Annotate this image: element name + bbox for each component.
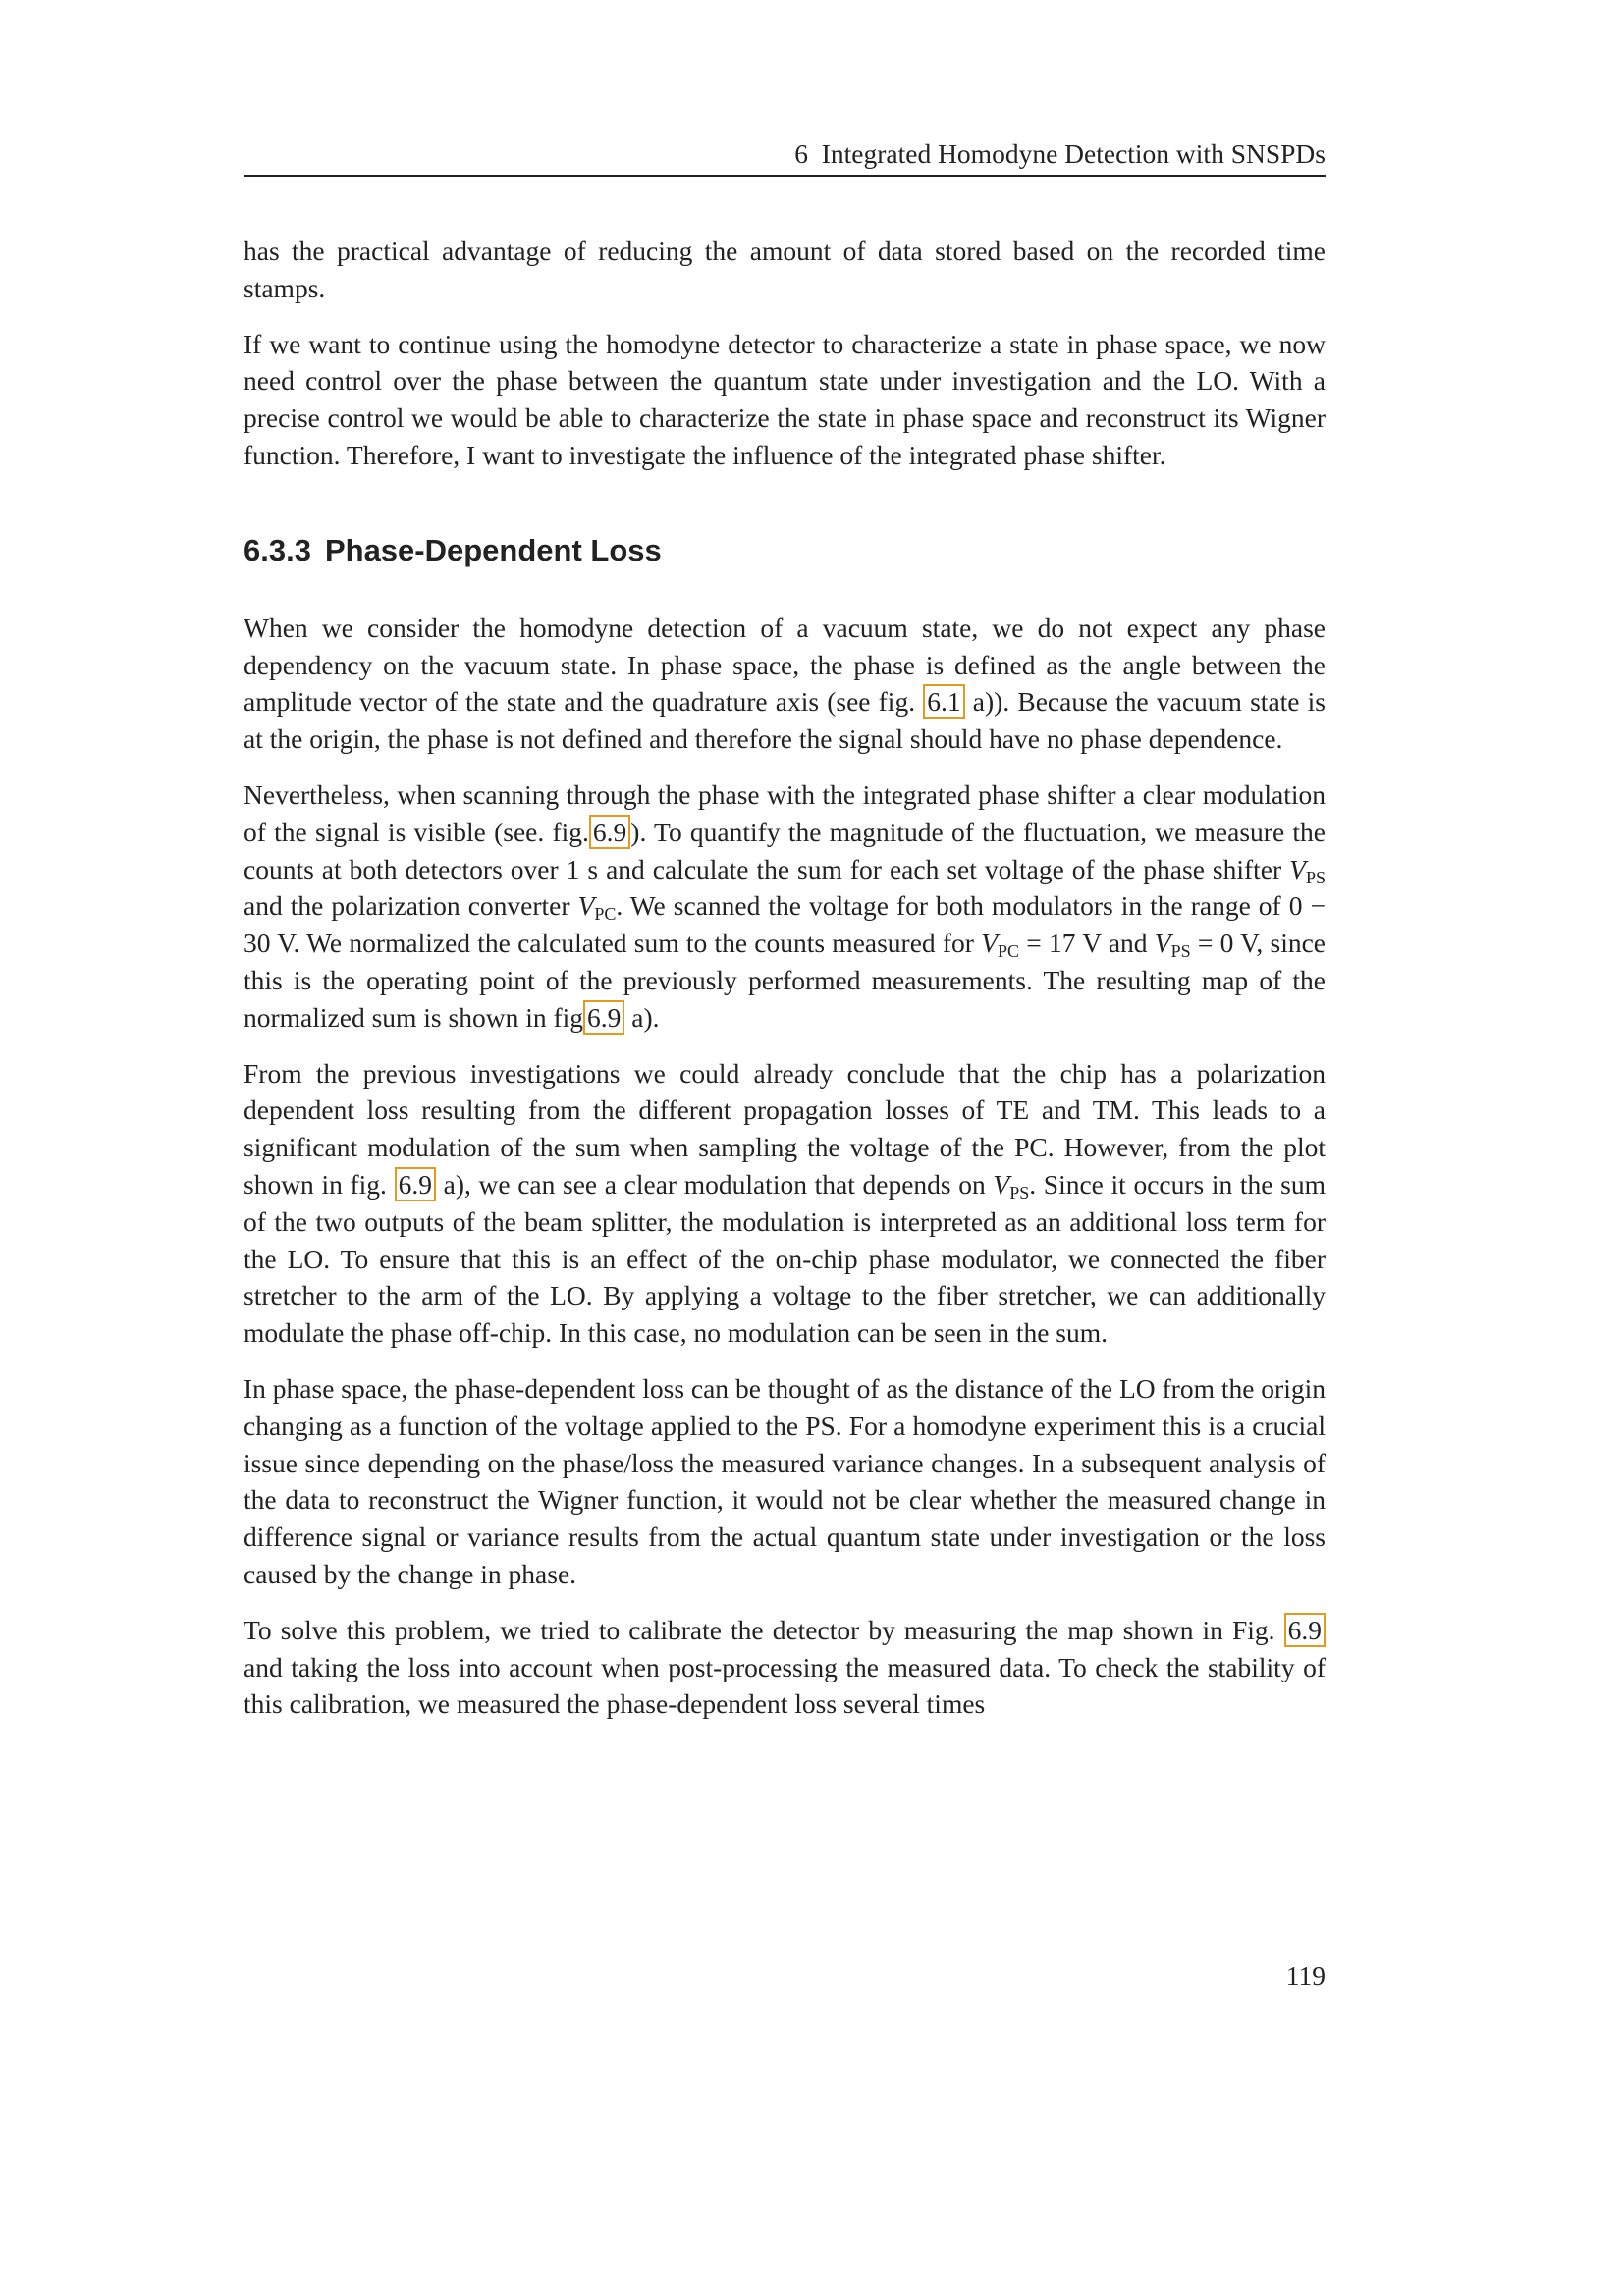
section-number: 6.3.3 — [244, 532, 311, 567]
paragraph: Nevertheless, when scanning through the phase with the integrated phase shifter a clear modulation of the signal is visible (see. fig. 6.9 ). To quantify the magnitude of the fluctuation, we measure the counts at both detectors over 1 s and calculate the sum for each set voltage of the phase shifter $V_{PS}$ and the polarization converter $V_{PC}$. We scanned the voltage for both modulators in the range of 0 − 30 V. We normalized the calculated sum to the counts measured for $V_{PC} = 17$ V and $V_{PS} = 0$ V, since this is the operating point of the previously performed measurements. The resulting map of the normalized sum is shown in fig 6.9 a). — [244, 778, 1326, 1033]
figure-ref-link[interactable]: 6.9 — [1284, 1613, 1326, 1647]
math-var: $V_{PC}$ — [981, 928, 1020, 962]
page-number: 119 — [1285, 1960, 1326, 1991]
paragraph: If we want to continue using the homodyne detector to characterize a state in phase space, we now need control over the phase between the quantum state under investigation and the LO. With a precise control we would be able to characterize the state in phase space and reconstruct its Wigner function. Therefore, I want to investigate the influence of the integrated phase shifter. — [244, 328, 1326, 470]
paragraph: When we consider the homodyne detection of a vacuum state, we do not expect any phase dependency on the vacuum state. In phase space, the phase is defined as the angle between the amplitude vector of the state and the quadrature axis (see fig. 6.1 a)). Because the vacuum state is at the origin, the phase is not defined and therefore the signal should have no phase dependence. — [244, 612, 1326, 755]
figure-ref-link[interactable]: 6.9 — [589, 815, 630, 849]
running-header — [244, 133, 1326, 175]
body-text — [244, 233, 1326, 1741]
chapter-title: Integrated Homodyne Detection with SNSPDs — [821, 138, 1326, 169]
section-title: Phase-Dependent Loss — [324, 532, 662, 567]
header-rule — [244, 175, 1326, 177]
paragraph: In phase space, the phase-dependent loss can be thought of as the distance of the LO from the origin changing as a function of the voltage applied to the PS. For a homodyne experiment this is a crucial issue since depending on the phase/loss the measured variance changes. In a subsequent analysis of the data to reconstruct the Wigner function, it would not be clear whether the measured change in difference signal or variance results from the actual quantum state under investigation or the loss caused by the change in phase. — [244, 1372, 1326, 1589]
figure-ref-link[interactable]: 6.9 — [395, 1167, 436, 1201]
section-heading — [244, 531, 1326, 570]
paragraph: has the practical advantage of reducing the amount of data stored based on the recorded time stamps. — [244, 236, 1326, 303]
math-var: $V_{PS}$ — [1154, 928, 1191, 962]
math-var: $V_{PS}$ — [993, 1168, 1030, 1202]
figure-ref-link[interactable]: 6.9 — [583, 1000, 624, 1035]
paragraph: To solve this problem, we tried to calibrate the detector by measuring the map shown in Fig. 6.9 and taking the loss into account when post-processing the measured data. To check the stability of this calibration, we measured the phase-dependent loss several times — [244, 1614, 1326, 1720]
figure-ref-link[interactable]: 6.1 — [923, 684, 964, 719]
chapter-number: 6 — [794, 138, 808, 169]
math-var: $V_{PS}$ — [1289, 853, 1326, 887]
paragraph: From the previous investigations we could already conclude that the chip has a polarization dependent loss resulting from the different propagation losses of TE and TM. This leads to a significant modulation of the sum when sampling the voltage of the PC. However, from the plot shown in fig. 6.9 a), we can see a clear modulation that depends on $V_{PS}$. Since it occurs in the sum of the two outputs of the beam splitter, the modulation is interpreted as an additional loss term for the LO. To ensure that this is an effect of the on-chip phase modulator, we connected the fiber stretcher to the arm of the LO. By applying a voltage to the fiber stretcher, we can additionally modulate the phase off-chip. In this case, no modulation can be seen in the sum. — [244, 1057, 1326, 1349]
math-var: $V_{PC}$ — [577, 890, 617, 925]
